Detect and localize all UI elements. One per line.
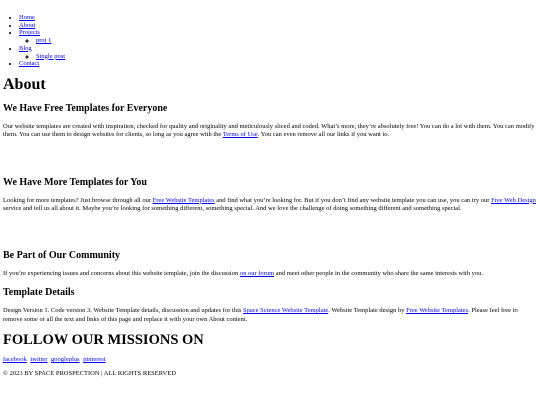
spacer (3, 219, 537, 241)
subnav-item-single-post (36, 53, 537, 61)
forum-link[interactable]: on our forum (239, 270, 275, 278)
free-website-templates-link[interactable]: Free Website Templates (152, 196, 215, 204)
nav-item-home (19, 14, 537, 22)
social-links (3, 356, 537, 364)
text-span: service and tell us all about it. Maybe you’re looking for something different, something special. And we love the challenge of doing something different and something special. (3, 204, 462, 212)
free-website-templates-credit-link[interactable]: Free Website Templates (406, 307, 469, 315)
googleplus-link[interactable]: googleplus (51, 356, 80, 363)
text-span: and find what you’re looking for. But if you don’t find any website template you can use, you can try our (214, 196, 492, 204)
twitter-link[interactable]: twitter (30, 356, 48, 363)
nav-link-home[interactable]: Home (19, 14, 35, 21)
subnav-link-single-post[interactable]: Single post (36, 52, 66, 60)
text-span: . You can even remove all our links if you want to. (257, 131, 390, 139)
section-text-community (3, 270, 537, 278)
section-text-more-templates (3, 197, 537, 214)
page (3, 14, 537, 385)
text-span: . Please feel free to remove some or all the text and links of this page and replace it with your own About content. (3, 307, 518, 323)
nav-link-about[interactable]: About (19, 21, 36, 29)
main-nav (3, 14, 537, 68)
nav-item-contact (19, 60, 537, 68)
section-title-community: Be Part of Our Community (3, 250, 121, 262)
follow-title: FOLLOW OUR MISSIONS ON (3, 332, 204, 348)
page-title: About (3, 75, 46, 93)
subnav-item-proj1 (36, 37, 537, 45)
projects-submenu (19, 37, 537, 45)
text-span: Design Version 1. Code version 3. Website Template details, discussion and updates for this (3, 307, 244, 315)
section-title-template-details: Template Details (3, 287, 75, 299)
text-span: . Website Template design by (328, 307, 407, 315)
nav-link-projects[interactable]: Projects (19, 29, 40, 37)
facebook-link[interactable]: facebook (3, 356, 27, 363)
pinterest-link[interactable]: pinterest (83, 356, 106, 363)
text-span: Our website templates are created with inspiration, checked for quality and originality and meticulously sliced and coded. What’s more, they’re absolutely free! You can do a lot with them. You can modify them. You can use them to design websites for clients, so long as you agree with the (3, 122, 535, 139)
section-title-more-templates: We Have More Templates for You (3, 176, 147, 188)
section-text-template-details (3, 307, 537, 324)
section-text-free-templates (3, 123, 537, 140)
blog-submenu (19, 53, 537, 61)
spacer (3, 146, 537, 168)
section-title-free-templates: We Have Free Templates for Everyone (3, 102, 168, 114)
space-science-template-link[interactable]: Space Science Website Template (243, 307, 329, 315)
text-span: Looking for more templates? Just browse through all our (3, 196, 153, 204)
text-span: and meet other people in the community who share the same interests with you. (274, 270, 483, 278)
terms-of-use-link[interactable]: Terms of Use (222, 131, 258, 139)
nav-item-blog (19, 45, 537, 60)
footer-copyright: © 2023 BY SPACE PROSPECTION | ALL RIGHTS RESERVED (3, 370, 176, 378)
nav-item-about (19, 22, 537, 30)
nav-link-blog[interactable]: Blog (19, 44, 32, 52)
nav-link-contact[interactable]: Contact (19, 60, 40, 68)
free-web-design-link[interactable]: Free Web Design (491, 196, 536, 204)
text-span: If you’re experiencing issues and concerns about this website template, join the discussion (3, 270, 240, 278)
nav-item-projects (19, 29, 537, 44)
subnav-link-proj1[interactable]: proj 1 (36, 37, 52, 45)
